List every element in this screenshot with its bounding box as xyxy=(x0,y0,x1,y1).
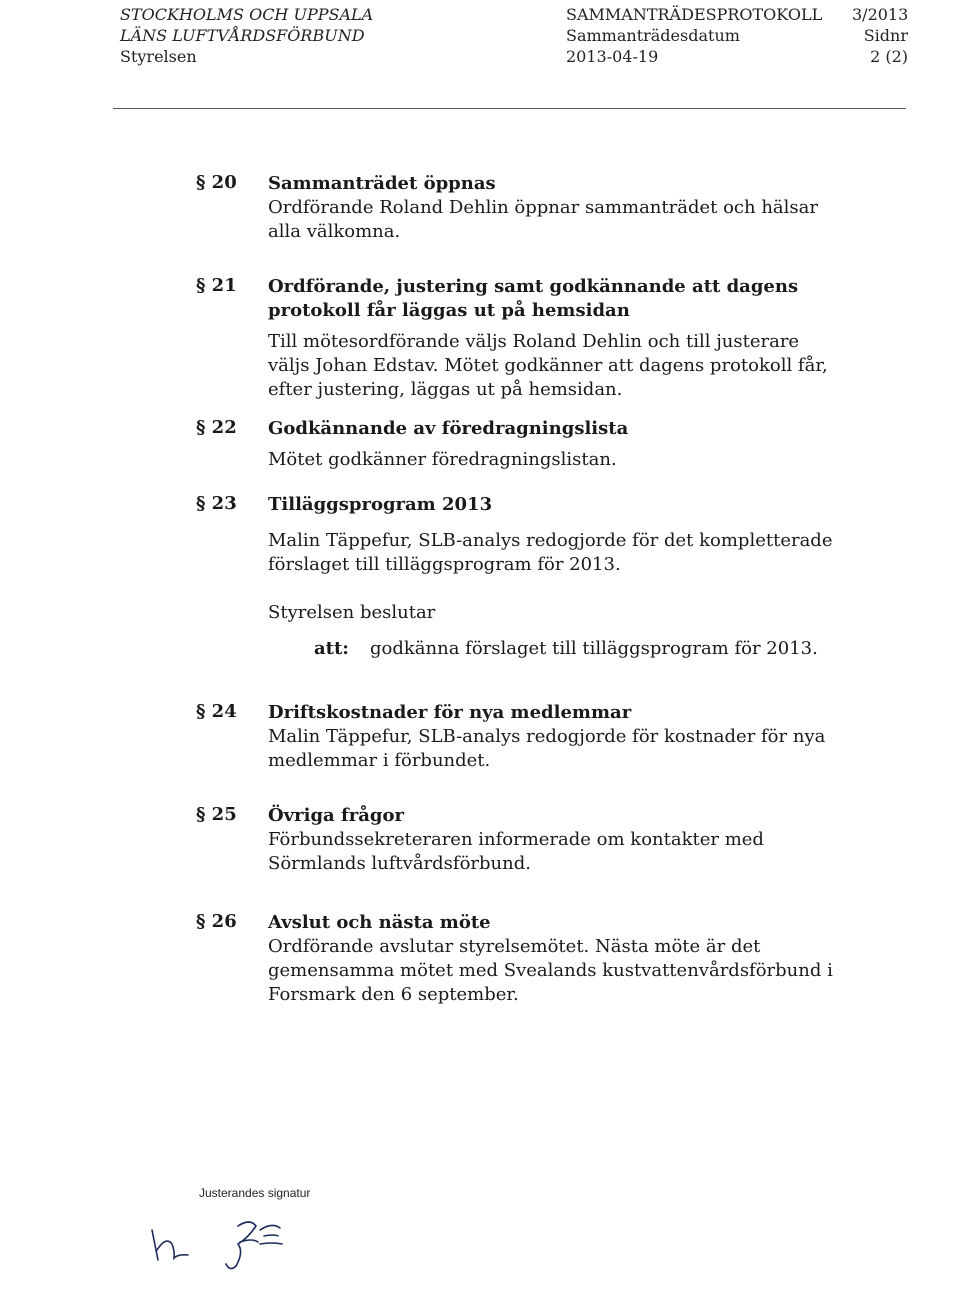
meeting-date-value: 2013-04-19 xyxy=(566,47,659,66)
section-body: Förbundssekreteraren informerade om kontakter med Sörmlands luftvårdsförbund. xyxy=(268,829,764,874)
section-body: Malin Täppefur, SLB-analys redogjorde för kostnader för nya medlemmar i förbundet. xyxy=(268,726,826,771)
section-title: Tilläggsprogram 2013 xyxy=(268,494,493,515)
att-label: att: xyxy=(314,638,349,659)
section-number: § 24 xyxy=(196,701,237,722)
section-title: Godkännande av föredragningslista xyxy=(268,418,629,439)
section-24 xyxy=(196,701,836,773)
section-number: § 23 xyxy=(196,493,237,514)
protocol-number: 3/2013 xyxy=(852,5,909,24)
number-block xyxy=(852,4,908,67)
protocol-block xyxy=(566,4,822,67)
section-22 xyxy=(196,417,836,472)
section-number: § 20 xyxy=(196,172,237,193)
header-divider xyxy=(113,108,906,109)
page-label: Sidnr xyxy=(863,26,908,45)
section-body: Ordförande avslutar styrelsemötet. Nästa möte är det gemensamma mötet med Svealands kustvattenvårdsförbund i Forsmark den 6 september. xyxy=(268,936,833,1005)
section-number: § 21 xyxy=(196,275,237,296)
signature-mark xyxy=(148,1214,298,1274)
decision-intro: Styrelsen beslutar xyxy=(268,602,436,623)
section-26 xyxy=(196,911,836,1007)
protocol-title: SAMMANTRÄDESPROTOKOLL xyxy=(566,5,823,24)
section-title: Avslut och nästa möte xyxy=(268,912,491,933)
section-21 xyxy=(196,275,836,402)
section-25 xyxy=(196,804,836,876)
section-body: Mötet godkänner föredragningslistan. xyxy=(268,449,617,470)
att-text: godkänna förslaget till tilläggsprogram för 2013. xyxy=(370,638,818,659)
section-number: § 22 xyxy=(196,417,237,438)
section-title: Sammanträdet öppnas xyxy=(268,173,496,194)
section-title: Övriga frågor xyxy=(268,805,404,826)
section-body: Ordförande Roland Dehlin öppnar sammanträdet och hälsar alla välkomna. xyxy=(268,197,818,242)
signature-label: Justerandes signatur xyxy=(199,1186,311,1200)
section-title: Ordförande, justering samt godkännande att dagens protokoll får läggas ut på hemsidan xyxy=(268,276,799,321)
organization-body: Styrelsen xyxy=(120,47,197,66)
page-value: 2 (2) xyxy=(870,47,908,66)
organization-block xyxy=(120,4,373,67)
section-body: Till mötesordförande väljs Roland Dehlin och till justerare väljs Johan Edstav. Mötet godkänner att dagens protokoll får, efter justering, läggas ut på hemsidan. xyxy=(268,331,828,400)
section-20 xyxy=(196,172,836,244)
organization-name-line2: LÄNS LUFTVÅRDSFÖRBUND xyxy=(120,26,365,45)
section-title: Driftskostnader för nya medlemmar xyxy=(268,702,632,723)
section-number: § 25 xyxy=(196,804,237,825)
decision-row xyxy=(314,637,836,661)
section-body: Malin Täppefur, SLB-analys redogjorde för det kompletterade förslaget till tilläggsprogram för 2013. xyxy=(268,530,833,575)
section-23 xyxy=(196,493,836,661)
meeting-date-label: Sammanträdesdatum xyxy=(566,26,740,45)
organization-name-line1: STOCKHOLMS OCH UPPSALA xyxy=(120,5,374,24)
section-number: § 26 xyxy=(196,911,237,932)
